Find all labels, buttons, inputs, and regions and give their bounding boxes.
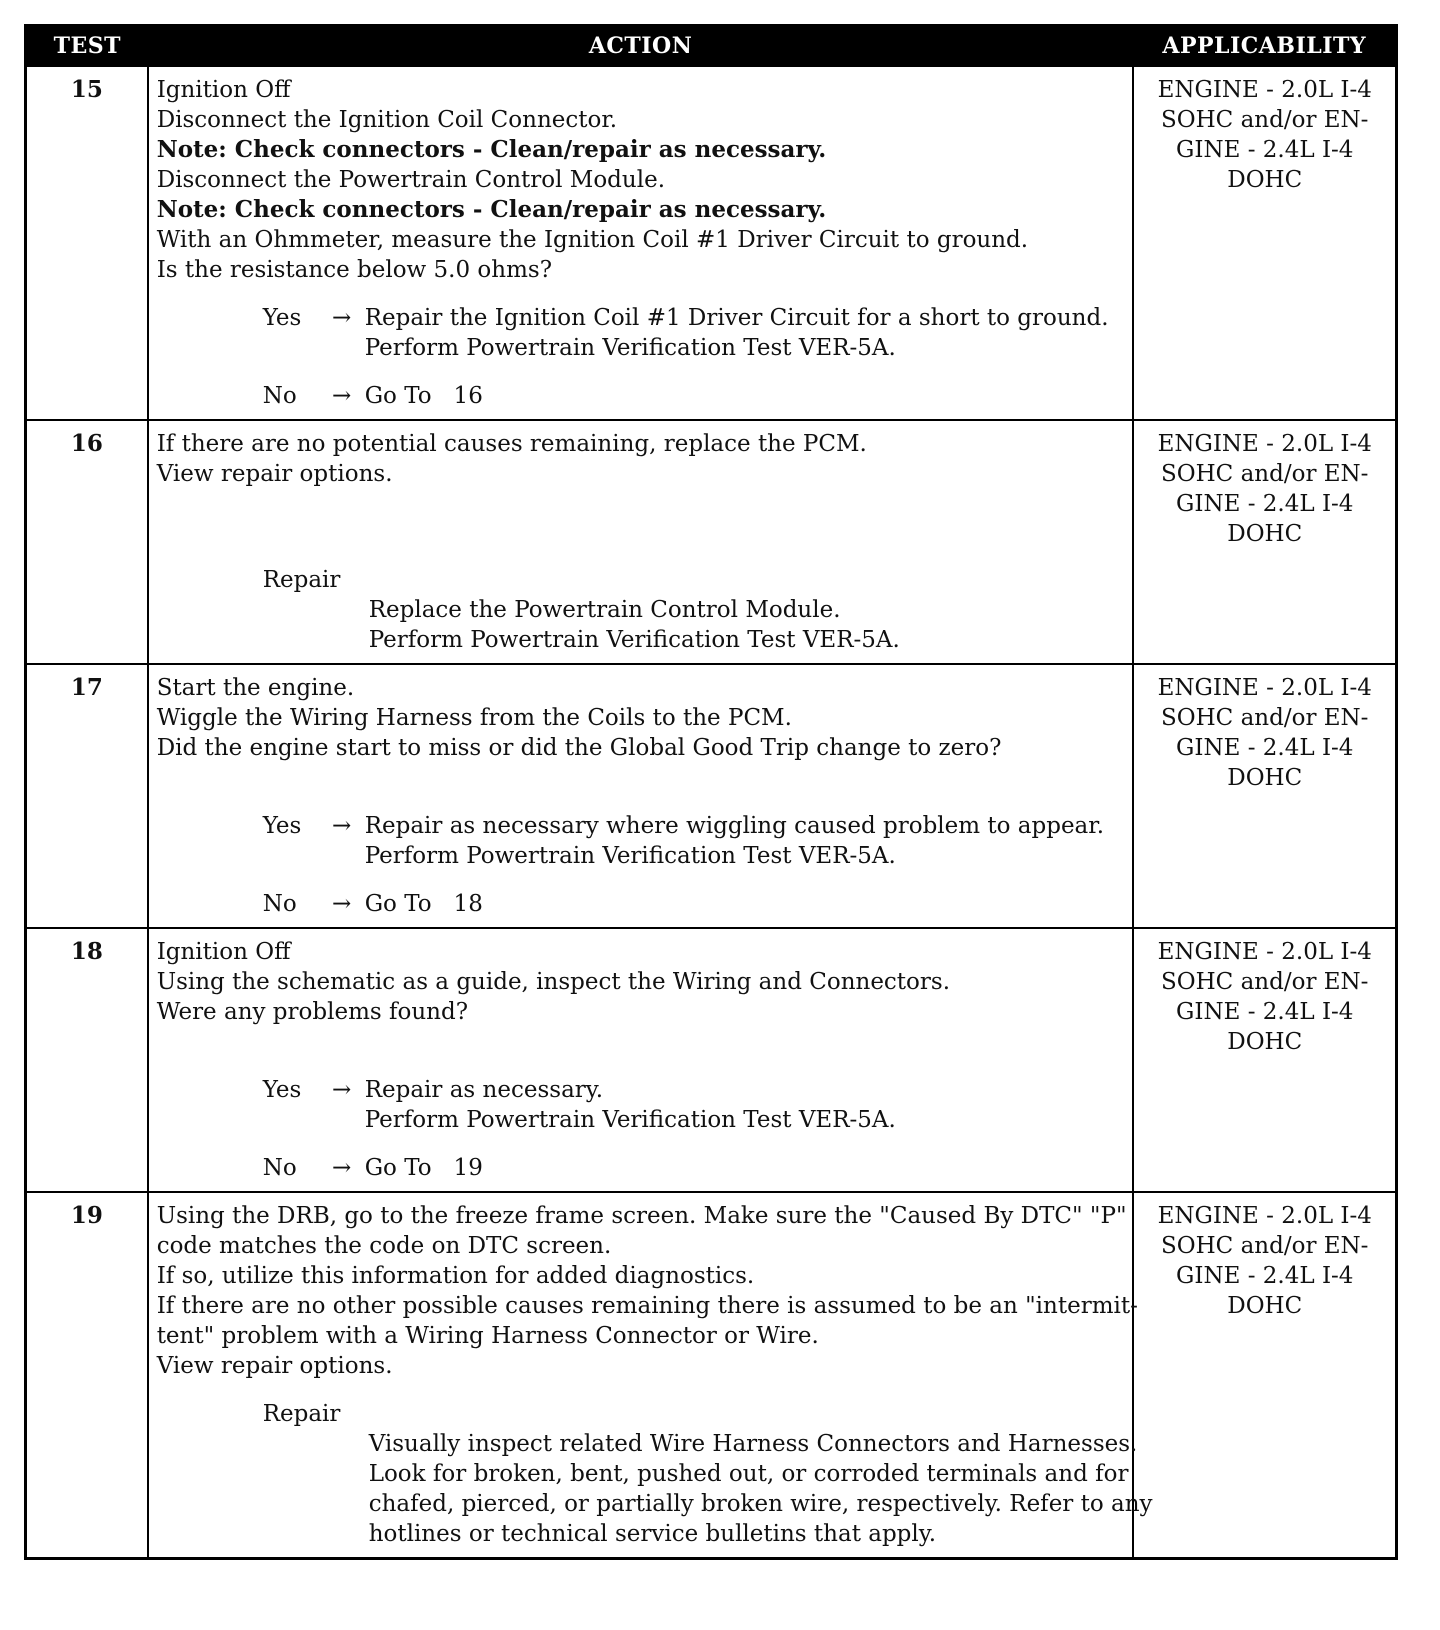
test-number: 17	[26, 664, 148, 928]
action-line: Disconnect the Ignition Coil Connector.	[156, 107, 618, 133]
yes-text: Repair as necessary.	[364, 1077, 604, 1103]
yes-text: Perform Powertrain Verification Test VER-5A.	[364, 843, 896, 869]
note-line: Note: Check connectors - Clean/repair as necessary.	[156, 136, 827, 163]
repair-text: chafed, pierced, or partially broken wire, respectively. Refer to any	[368, 1491, 1153, 1517]
repair-text: hotlines or technical service bulletins that apply.	[368, 1521, 937, 1547]
action-line: Is the resistance below 5.0 ohms?	[156, 257, 553, 283]
action-cell	[148, 420, 1134, 664]
applicability-cell	[1133, 664, 1396, 928]
arrow-icon: →	[332, 813, 352, 839]
repair-label: Repair	[262, 567, 341, 593]
yes-label: Yes	[262, 305, 302, 331]
yes-label: Yes	[262, 813, 302, 839]
applicability-line: GINE - 2.4L I-4	[1176, 735, 1354, 761]
repair-text: Visually inspect related Wire Harness Connectors and Harnesses.	[368, 1431, 1138, 1457]
applicability-line: SOHC and/or EN-	[1161, 1233, 1369, 1259]
action-line: Wiggle the Wiring Harness from the Coils to the PCM.	[156, 705, 792, 731]
action-cell	[148, 1192, 1153, 1559]
applicability-line: DOHC	[1227, 1029, 1303, 1055]
note-line: Note: Check connectors - Clean/repair as necessary.	[156, 196, 827, 223]
action-line: Did the engine start to miss or did the Global Good Trip change to zero?	[156, 735, 1002, 761]
table-row	[26, 664, 1397, 928]
action-line: tent" problem with a Wiring Harness Connector or Wire.	[156, 1323, 819, 1349]
arrow-icon: →	[332, 383, 352, 409]
header-test: TEST	[26, 26, 148, 67]
yes-label: Yes	[262, 1077, 302, 1103]
yes-branch	[263, 1075, 1125, 1135]
repair-text: Perform Powertrain Verification Test VER-5A.	[368, 627, 900, 653]
yes-text: Repair as necessary where wiggling caused problem to appear.	[364, 813, 1105, 839]
arrow-icon: →	[332, 1077, 352, 1103]
applicability-cell	[1133, 66, 1396, 420]
applicability-line: GINE - 2.4L I-4	[1176, 999, 1354, 1025]
no-text: Go To 16	[364, 383, 483, 409]
no-branch	[263, 889, 1125, 919]
header-applicability: APPLICABILITY	[1133, 26, 1396, 67]
applicability-line: GINE - 2.4L I-4	[1176, 1263, 1354, 1289]
table-row	[26, 420, 1397, 664]
applicability-line: SOHC and/or EN-	[1161, 969, 1369, 995]
header-action: ACTION	[148, 26, 1134, 67]
applicability-line: SOHC and/or EN-	[1161, 461, 1369, 487]
no-branch	[263, 1153, 1125, 1183]
action-line: Disconnect the Powertrain Control Module.	[156, 167, 666, 193]
yes-text: Repair the Ignition Coil #1 Driver Circuit for a short to ground.	[364, 305, 1109, 331]
yes-branch	[263, 811, 1125, 871]
repair-text: Replace the Powertrain Control Module.	[368, 597, 841, 623]
test-number: 19	[26, 1192, 148, 1559]
applicability-line: SOHC and/or EN-	[1161, 107, 1369, 133]
applicability-line: ENGINE - 2.0L I-4	[1157, 77, 1372, 103]
action-line: Ignition Off	[156, 939, 291, 965]
test-number: 18	[26, 928, 148, 1192]
no-branch	[263, 381, 1125, 411]
table-row	[26, 1192, 1397, 1559]
repair-text: Look for broken, bent, pushed out, or corroded terminals and for	[368, 1461, 1129, 1487]
arrow-icon: →	[332, 891, 352, 917]
action-line: With an Ohmmeter, measure the Ignition Coil #1 Driver Circuit to ground.	[156, 227, 1029, 253]
yes-branch	[263, 303, 1125, 363]
no-label: No	[262, 1155, 297, 1181]
action-cell	[148, 66, 1134, 420]
action-line: Were any problems found?	[156, 999, 469, 1025]
action-line: If so, utilize this information for added diagnostics.	[156, 1263, 755, 1289]
applicability-line: GINE - 2.4L I-4	[1176, 137, 1354, 163]
action-cell	[148, 664, 1134, 928]
table-row	[26, 66, 1397, 420]
applicability-line: DOHC	[1227, 765, 1303, 791]
no-label: No	[262, 891, 297, 917]
arrow-icon: →	[332, 305, 352, 331]
header-row	[26, 26, 1397, 67]
yes-text: Perform Powertrain Verification Test VER-5A.	[364, 1107, 896, 1133]
action-line: View repair options.	[156, 461, 393, 487]
applicability-line: GINE - 2.4L I-4	[1176, 491, 1354, 517]
action-line: Ignition Off	[156, 77, 291, 103]
applicability-line: ENGINE - 2.0L I-4	[1157, 1203, 1372, 1229]
applicability-line: ENGINE - 2.0L I-4	[1157, 675, 1372, 701]
applicability-line: ENGINE - 2.0L I-4	[1157, 431, 1372, 457]
action-line: Start the engine.	[156, 675, 355, 701]
table-row	[26, 928, 1397, 1192]
applicability-line: DOHC	[1227, 521, 1303, 547]
applicability-cell	[1133, 420, 1396, 664]
applicability-line: DOHC	[1227, 167, 1303, 193]
applicability-cell	[1133, 928, 1396, 1192]
no-text: Go To 18	[364, 891, 483, 917]
action-line: Using the DRB, go to the freeze frame screen. Make sure the "Caused By DTC" "P"	[156, 1203, 1127, 1229]
action-line: Using the schematic as a guide, inspect the Wiring and Connectors.	[156, 969, 951, 995]
repair-label: Repair	[262, 1401, 341, 1427]
test-number: 15	[26, 66, 148, 420]
applicability-line: ENGINE - 2.0L I-4	[1157, 939, 1372, 965]
test-number: 16	[26, 420, 148, 664]
action-line: If there are no potential causes remaining, replace the PCM.	[156, 431, 867, 457]
applicability-line: DOHC	[1227, 1293, 1303, 1319]
applicability-line: SOHC and/or EN-	[1161, 705, 1369, 731]
diagnostic-table	[24, 24, 1398, 1560]
applicability-cell	[1133, 1192, 1396, 1559]
yes-text: Perform Powertrain Verification Test VER-5A.	[364, 335, 896, 361]
no-text: Go To 19	[364, 1155, 483, 1181]
action-line: code matches the code on DTC screen.	[156, 1233, 612, 1259]
action-line: If there are no other possible causes remaining there is assumed to be an "intermit-	[156, 1293, 1138, 1319]
no-label: No	[262, 383, 297, 409]
action-cell	[148, 928, 1134, 1192]
action-line: View repair options.	[156, 1353, 393, 1379]
arrow-icon: →	[332, 1155, 352, 1181]
